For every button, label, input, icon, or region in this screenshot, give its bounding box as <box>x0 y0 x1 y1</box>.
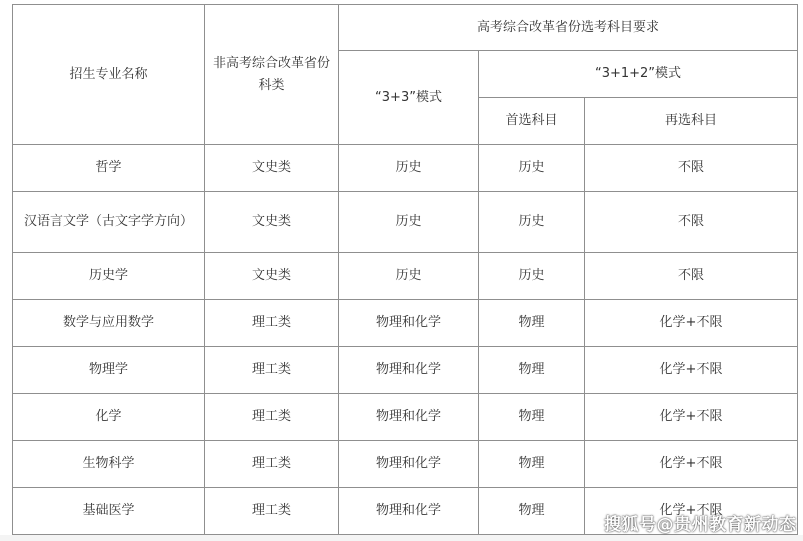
cell-mode33: 历史 <box>339 145 479 192</box>
cell-re-choice: 化学+不限 <box>585 394 798 441</box>
cell-major: 基础医学 <box>13 488 205 535</box>
subject-requirements-table <box>12 4 798 535</box>
cell-mode33: 物理和化学 <box>339 441 479 488</box>
cell-major: 哲学 <box>13 145 205 192</box>
cell-category: 理工类 <box>205 394 339 441</box>
header-re-choice: 再选科目 <box>585 98 798 145</box>
cell-major: 生物科学 <box>13 441 205 488</box>
cell-mode33: 历史 <box>339 192 479 253</box>
cell-first-choice: 物理 <box>479 300 585 347</box>
cell-major: 化学 <box>13 394 205 441</box>
bottom-edge-strip <box>0 535 803 541</box>
cell-category: 理工类 <box>205 441 339 488</box>
cell-category: 理工类 <box>205 488 339 535</box>
cell-first-choice: 物理 <box>479 488 585 535</box>
cell-re-choice: 不限 <box>585 253 798 300</box>
header-mode-3-1-2: “3+1+2”模式 <box>479 51 798 98</box>
cell-major: 历史学 <box>13 253 205 300</box>
cell-first-choice: 物理 <box>479 394 585 441</box>
cell-first-choice: 历史 <box>479 192 585 253</box>
cell-category: 文史类 <box>205 192 339 253</box>
cell-mode33: 物理和化学 <box>339 488 479 535</box>
cell-major: 物理学 <box>13 347 205 394</box>
cell-category: 理工类 <box>205 300 339 347</box>
cell-re-choice: 化学+不限 <box>585 441 798 488</box>
cell-re-choice: 不限 <box>585 145 798 192</box>
cell-mode33: 物理和化学 <box>339 347 479 394</box>
header-major-name: 招生专业名称 <box>13 5 205 145</box>
table-row <box>13 394 798 441</box>
header-non-reform-category: 非高考综合改革省份科类 <box>205 5 339 145</box>
header-reform-requirement: 高考综合改革省份选考科目要求 <box>339 5 798 51</box>
cell-major: 汉语言文学（古文字学方向） <box>13 192 205 253</box>
header-mode-3-3: “3+3”模式 <box>339 51 479 145</box>
cell-re-choice: 化学+不限 <box>585 347 798 394</box>
watermark: 搜狐号@贵州教育新动态 <box>604 515 797 535</box>
cell-mode33: 物理和化学 <box>339 394 479 441</box>
cell-category: 文史类 <box>205 145 339 192</box>
cell-re-choice: 化学+不限 <box>585 300 798 347</box>
cell-mode33: 历史 <box>339 253 479 300</box>
table-row <box>13 300 798 347</box>
cell-category: 理工类 <box>205 347 339 394</box>
cell-re-choice: 化学+不限 <box>585 488 798 535</box>
cell-first-choice: 物理 <box>479 441 585 488</box>
cell-mode33: 物理和化学 <box>339 300 479 347</box>
cell-re-choice: 不限 <box>585 192 798 253</box>
cell-first-choice: 历史 <box>479 253 585 300</box>
cell-first-choice: 历史 <box>479 145 585 192</box>
cell-major: 数学与应用数学 <box>13 300 205 347</box>
header-first-choice: 首选科目 <box>479 98 585 145</box>
table-row <box>13 347 798 394</box>
table-row <box>13 253 798 300</box>
table-row <box>13 145 798 192</box>
cell-category: 文史类 <box>205 253 339 300</box>
table-row <box>13 192 798 253</box>
cell-first-choice: 物理 <box>479 347 585 394</box>
header-row-1 <box>13 5 798 51</box>
table-row <box>13 441 798 488</box>
